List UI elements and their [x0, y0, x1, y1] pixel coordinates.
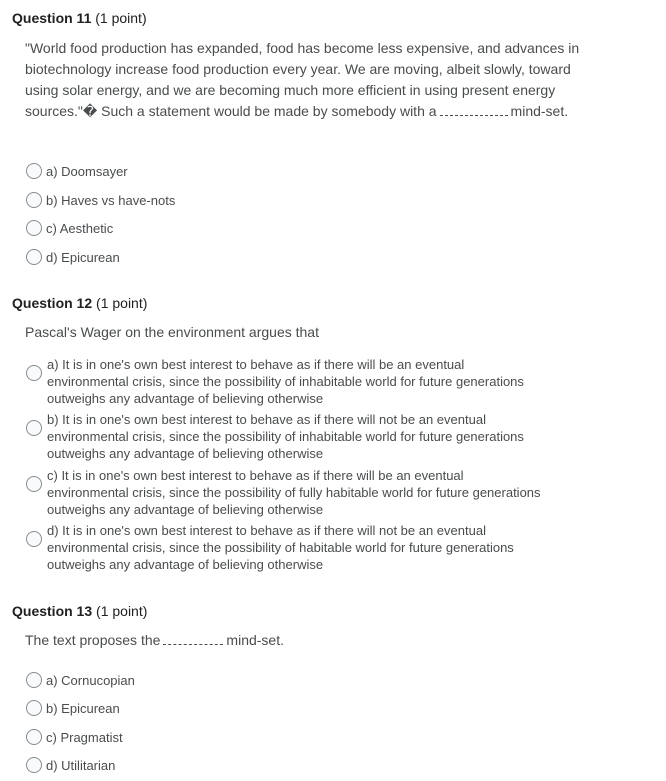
question-12-header	[12, 295, 147, 311]
question-11-prompt	[25, 38, 585, 122]
question-11-option-c[interactable]	[26, 220, 113, 236]
question-11-title: Question 11	[12, 10, 92, 26]
radio-button[interactable]	[26, 531, 42, 547]
question-12-prompt: Pascal's Wager on the environment argues that	[25, 324, 319, 340]
question-12-option-d[interactable]	[26, 522, 547, 573]
question-11-points: (1 point)	[95, 10, 147, 26]
radio-button[interactable]	[26, 729, 42, 745]
question-13-prompt-tail: mind-set.	[226, 632, 284, 648]
radio-button[interactable]	[26, 365, 42, 381]
question-11-prompt-text: "World food production has expanded, food has become less expensive, and advances in biotechnology increase food production every year. We are moving, albeit slowly, toward using solar energy, and we are becoming much more efficient in using present energy sources."� Such a statement would be made by somebody with a	[25, 40, 580, 119]
radio-button[interactable]	[26, 476, 42, 492]
radio-button[interactable]	[26, 757, 42, 773]
question-11-option-d[interactable]	[26, 249, 120, 265]
question-13-title: Question 13	[12, 603, 93, 619]
radio-button[interactable]	[26, 192, 42, 208]
option-label: a) Doomsayer	[46, 163, 128, 179]
radio-button[interactable]	[26, 672, 42, 688]
question-13-option-b[interactable]	[26, 700, 120, 716]
question-12-option-b[interactable]	[26, 411, 547, 462]
option-label: a) It is in one's own best interest to behave as if there will be an eventual environmental crisis, since the possibility of inhabitable world for future generations outweighs any advantage of believing otherwise	[47, 357, 524, 406]
option-label: b) It is in one's own best interest to behave as if there will not be an eventual environmental crisis, since the possibility of inhabitable world for future generations outweighs any advantage of believing otherwise	[47, 412, 524, 461]
question-12-option-a[interactable]	[26, 356, 547, 407]
radio-button[interactable]	[26, 220, 42, 236]
option-label: c) Aesthetic	[46, 220, 114, 236]
question-13-points: (1 point)	[96, 603, 148, 619]
radio-button[interactable]	[26, 700, 42, 716]
question-13-option-c[interactable]	[26, 729, 123, 745]
option-label: d) Epicurean	[46, 249, 120, 265]
question-13-option-a[interactable]	[26, 672, 135, 688]
radio-button[interactable]	[26, 420, 42, 436]
question-11-option-a[interactable]	[26, 163, 128, 179]
question-11-blank	[440, 105, 508, 116]
question-11-option-b[interactable]	[26, 192, 175, 208]
question-13-prompt-text: The text proposes the	[25, 632, 161, 648]
option-label: b) Haves vs have-nots	[46, 192, 176, 208]
question-13-option-d[interactable]	[26, 757, 115, 773]
question-13-blank	[163, 634, 223, 645]
question-11-prompt-tail: mind-set.	[510, 103, 569, 119]
option-label: b) Epicurean	[46, 700, 120, 716]
question-12-title: Question 12	[12, 295, 93, 311]
option-label: d) It is in one's own best interest to behave as if there will not be an eventual environmental crisis, since the possibility of habitable world for future generations outweighs any advantage of believing otherwise	[47, 523, 514, 572]
question-13-header	[12, 603, 147, 619]
question-11-header	[12, 10, 147, 26]
question-13-prompt	[25, 630, 585, 651]
question-12-points: (1 point)	[96, 295, 148, 311]
radio-button[interactable]	[26, 163, 42, 179]
option-label: c) Pragmatist	[46, 729, 123, 745]
option-label: a) Cornucopian	[46, 672, 135, 688]
radio-button[interactable]	[26, 249, 42, 265]
option-label: c) It is in one's own best interest to behave as if there will be an eventual environmental crisis, since the possibility of fully habitable world for future generations outweighs any advantage of believing otherwise	[47, 468, 541, 517]
question-12-option-c[interactable]	[26, 467, 547, 518]
option-label: d) Utilitarian	[46, 757, 116, 773]
